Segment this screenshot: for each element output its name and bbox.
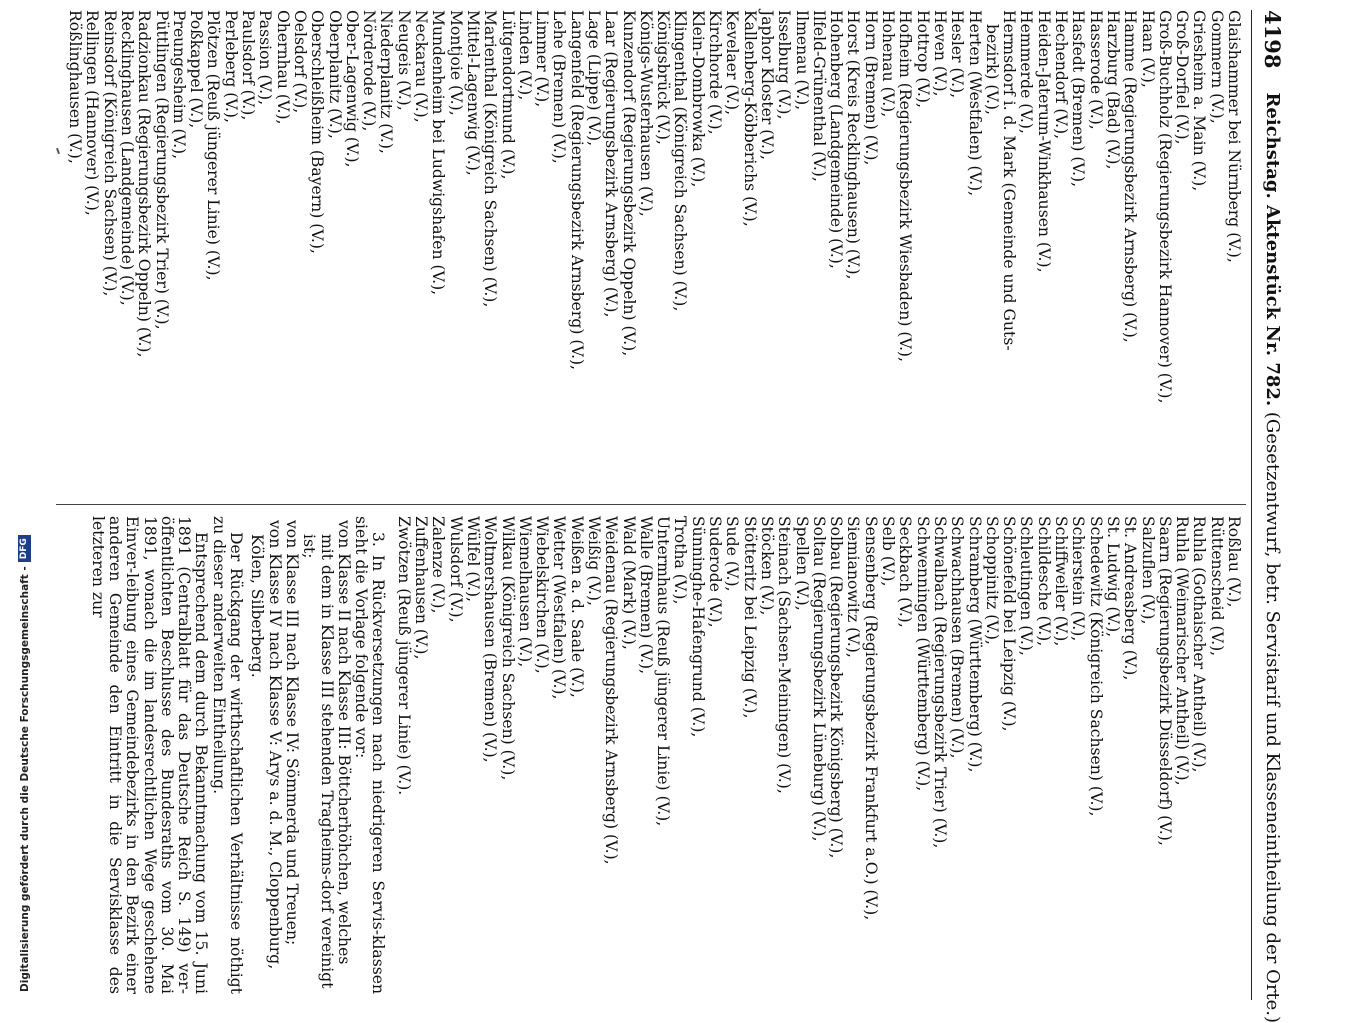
page-number: 4198 (1260, 10, 1286, 69)
list-item: Zalenze (V.), (429, 516, 448, 614)
list-item: Isselburg (V.), (775, 10, 794, 120)
section-intro: 3. In Rückversetzungen nach niedrigeren Servis-klassen sieht die Vorlage folgende vor: (352, 516, 388, 994)
footer-text: Digitalisierung gefördert durch die Deutsche Forschungsgemeinschaft - (18, 566, 31, 992)
list-item: Hohenberg (Landgemeinde) (V.), (827, 10, 846, 269)
page-header (1256, 10, 1290, 1023)
section-item: von Klasse III nach Klasse IV: Sömmerda und Treuen; (282, 520, 301, 946)
list-item: Heven (V.), (930, 10, 949, 97)
right-column-entries (394, 516, 1242, 994)
list-item: Herten (Westfalen) (V.), (965, 10, 984, 197)
section-item: von Klasse II nach Klasse III: Böttcherhöhchen, welches mit dem in Klasse III stehenden Tragheims-dorf vereinigt ist; (300, 520, 353, 989)
list-item: Seckbach (V.), (896, 516, 915, 628)
list-item: Niederplanitz (V.), (377, 10, 396, 154)
page-title-rest: (Gesetzentwurf, betr. Servistarif und Klasseneintheilung der Orte.) (1262, 411, 1284, 1023)
list-item: Wilkau (Königreich Sachsen) (V.), (498, 516, 517, 781)
list-item: Groß-Dorfiel (V.), (1173, 10, 1192, 145)
list-item: Wiebelskirchen (V.), (533, 516, 552, 674)
list-item: Weißen a. d. Saale (V.), (567, 516, 586, 698)
list-item: Trotha (V.), (671, 516, 690, 605)
page-title (1263, 92, 1284, 1023)
list-item: Wald (Mark) (V.), (619, 516, 638, 650)
list-item: Kirchhorde (V.), (706, 10, 725, 135)
section-paragraph: Entsprechend dem durch Bekanntmachung vom 15. Juni 1891 (Centralblatt für das Deutsche Reich S. 149) ver-öffentlichten Beschlusse des Bundesraths vom 30. Mai 1891, wonach die im landesrechtlichen Wege geschehene Einver-leibung eines Gemeindebezirks in den Bezirk einer anderen Gemeinde den Eintritt in die Servisklasse des letzteren zur (88, 516, 211, 994)
list-item: Hamme (Regierungsbezirk Arnsberg) (V.), (1121, 10, 1140, 343)
list-item: Steinach (Sachsen-Meiningen) (V.), (775, 516, 794, 794)
list-item: Klingenthal (Königreich Sachsen) (V.), (671, 10, 690, 312)
list-item: Haan (V.), (1138, 10, 1157, 88)
list-item: Saarn (Regierungsbezirk Düsseldorf) (V.), (1155, 516, 1174, 846)
list-item: Ruhla (Weimarischer Antheil) (V.), (1173, 516, 1192, 786)
footer (18, 538, 31, 1000)
list-item: Spellen (V.), (792, 516, 811, 611)
list-item: Schwenningen (Württemberg) (V.), (913, 516, 932, 792)
list-item: Ruhla (Gothaischer Antheil) (V.), (1190, 516, 1209, 773)
list-item: bezirk) (V.), (982, 24, 1001, 115)
list-item: Lütgendortmund (V.), (498, 10, 517, 180)
list-item: Zuffenhausen (V.), (412, 516, 431, 660)
list-item: Wetter (Westfalen) (V.), (550, 516, 569, 700)
list-item: Hofheim (Regierungsbezirk Wiesbaden) (V.), (896, 10, 915, 362)
list-item: Königs-Wusterhausen (V.), (636, 10, 655, 217)
list-item: Horn (Bremen) (V.), (861, 10, 880, 166)
list-item: Griesheim a. Main (V.), (1190, 10, 1209, 192)
list-item: Hottrop (V.), (913, 10, 932, 108)
list-item: Lehe (Bremen) (V.), (550, 10, 569, 164)
list-item: Plötzen (Reuß jüngerer Linie) (V.), (204, 10, 223, 281)
list-item: Paulsdorf (V.), (239, 10, 258, 121)
list-item: St. Andreasberg (V.), (1121, 516, 1140, 681)
list-item: Schildesche (V.), (1034, 516, 1053, 647)
footer-inner (18, 535, 31, 992)
list-item: Klein-Dombrowka (V.), (688, 10, 707, 188)
left-column (66, 10, 1242, 488)
list-item: Laar (Regierungsbezirk Arnsberg) (V.), (602, 10, 621, 318)
list-item: Hermsdorf i. d. Mark (Gemeinde und Guts- (1000, 10, 1019, 351)
list-item: Zwötzen (Reuß jüngerer Linie) (V.). (394, 516, 413, 796)
list-item: Groß-Buchholz (Regierungsbezirk Hannover) (V.), (1155, 10, 1174, 404)
list-item: Königsbrück (V.), (654, 10, 673, 145)
document-page (40, 10, 1290, 1023)
list-item: Heiden-Jaterum-Winkhausen (V.), (1034, 10, 1053, 273)
list-item: Stöcken (V.), (757, 516, 776, 616)
list-item: Schwachhausen (Bremen) (V.), (948, 516, 967, 759)
dfg-logo: DFG (18, 535, 31, 562)
list-item: Recklinghausen (Landgemeinde) (V.), (118, 10, 136, 306)
list-item: Passion (V.), (256, 10, 275, 106)
list-item: Glaishammer bei Nürnberg (V.), (1225, 10, 1243, 263)
list-item: Schönefeld bei Leipzig (V.), (1000, 516, 1019, 732)
list-item: Stötteritz bei Leipzig (V.), (740, 516, 759, 719)
header-rule (1251, 10, 1252, 1000)
list-item: Rößlinghausen (V.), (66, 10, 85, 164)
list-item: Neckarau (V.), (412, 10, 431, 123)
list-item: Suderode (V.), (706, 516, 725, 628)
list-item: Langenfeld (Regierungsbezirk Arnsberg) (V.), (567, 10, 586, 370)
column-divider (56, 504, 1246, 505)
list-item: Ilfeld-Grünenthal (V.), (809, 10, 828, 182)
list-item: Hemmerde (V.), (1017, 10, 1036, 134)
list-item: Woltmershausen (Bremen) (V.), (481, 516, 500, 763)
list-item: Sude (V.), (723, 516, 742, 592)
list-item: Weißig (V.), (585, 516, 604, 606)
list-item: Schiffweiler (V.), (1052, 516, 1071, 647)
list-item: Neugeis (V.), (394, 10, 413, 111)
list-item: Oelsdorf (V.), (290, 10, 309, 114)
list-item: Oberschleißheim (Bayern) (V.), (308, 10, 327, 254)
list-item: Kunzendorf (Regierungsbezirk Oppeln) (V.), (619, 10, 638, 357)
list-item: Hohenau (V.), (879, 10, 898, 118)
list-item: Schleutingen (V.), (1017, 516, 1036, 656)
list-item: Gommern (V.), (1207, 10, 1226, 124)
list-item: Schramberg (Württemberg) (V.), (965, 516, 984, 773)
section-item: von Klasse IV nach Klasse V: Arys a. d. M., Cloppenburg, Kölen, Silberberg. (248, 520, 284, 970)
list-item: Solbau (Regierungsbezirk Königsberg) (V.), (827, 516, 846, 859)
list-item: Salzuflen (V.), (1138, 516, 1157, 625)
list-item: Rüttenscheid (V.), (1207, 516, 1226, 657)
list-item: Limmer (V.), (533, 10, 552, 108)
list-item: Sünninghe-Hafengrund (V.), (688, 516, 707, 738)
list-item: Walle (Bremen) (V.), (636, 516, 655, 675)
list-item: Siemianowitz (V.), (844, 516, 863, 658)
list-item: Schedewitz (Königreich Sachsen) (V.), (1086, 516, 1105, 817)
list-item: Oberplanitz (V.), (325, 10, 344, 139)
list-item: Rellingen (Hannover) (V.), (83, 10, 102, 216)
list-item: Ohernhau (V.), (273, 10, 292, 125)
list-item: Hesler (V.), (948, 10, 967, 99)
list-item: Weidenau (Regierungsbezirk Arnsberg) (V.), (602, 516, 621, 865)
section-subheading: Der Rückgang der wirthschaftlichen Verhältnisse nöthigt zu dieser anderweiten Eintheilung. (209, 516, 246, 994)
list-item: Roßlau (V.), (1225, 516, 1243, 608)
list-item: Hechendorf (V.), (1052, 10, 1071, 140)
list-item: Püttlingen (Regierungsbezirk Trier) (V.), (152, 10, 171, 330)
list-item: Hasserode (V.), (1086, 10, 1105, 130)
list-item: Hasfedt (Bremen) (V.), (1069, 10, 1088, 188)
list-item: Sensenberg (Regierungsbezirk Frankfurt a.O.) (V.), (861, 516, 880, 921)
list-item: Mittel-Lagenwig (V.), (463, 10, 482, 176)
list-item: Wulsdorf (V.), (446, 516, 465, 623)
list-item: Schwalbach (Regierungsbezirk Trier) (V.), (930, 516, 949, 849)
list-item: Japhor Kloster (V.), (757, 10, 776, 160)
list-item: St. Ludwig (V.), (1103, 516, 1122, 638)
list-item: Linden (V.), (515, 10, 534, 101)
page-title-bold: Reichstag. Aktenstück Nr. 782. (1262, 92, 1284, 407)
list-item: Ober-Lagenwig (V.), (342, 10, 361, 168)
list-item: Harzburg (Bad) (V.), (1103, 10, 1122, 170)
list-item: Nörderode (V.), (360, 10, 379, 132)
list-item: Selb (V.), (879, 516, 898, 587)
list-item: Reinsdorf (Königreich Sachsen) (V.), (100, 10, 119, 297)
list-item: Montjoie (V.), (446, 10, 465, 116)
list-item: Wiemelhausen (V.), (515, 516, 534, 668)
list-item: Preungesheim (V.), (169, 10, 188, 160)
list-item: Poßkappel (V.), (187, 10, 206, 129)
list-item: Untermhaus (Reuß jüngerer Linie) (V.), (654, 516, 673, 827)
list-item: Lage (Lippe) (V.), (585, 10, 604, 147)
right-column (88, 516, 1242, 994)
list-item: Soltau (Regierungsbezirk Lüneburg) (V.), (809, 516, 828, 842)
list-item: Marienthal (Königreich Sachsen) (V.), (481, 10, 500, 308)
list-item: Mundenheim bei Ludwigshafen (V.), (429, 10, 448, 296)
list-item: Wülfel (V.), (463, 516, 482, 602)
list-item: Horst (Kreis Recklinghausen) (V.), (844, 10, 863, 280)
list-item: Radzionkau (Regierungsbezirk Oppeln) (V.), (135, 10, 154, 358)
list-item: Ilmenau (V.), (792, 10, 811, 111)
list-item: Schoppinitz (V.), (982, 516, 1001, 645)
list-item: Schierstein (V.), (1069, 516, 1088, 642)
list-item: Kevelaer (V.), (723, 10, 742, 116)
list-item: Perleberg (V.), (221, 10, 240, 123)
list-item: Kallenberg-Köbberichs (V.), (740, 10, 759, 227)
